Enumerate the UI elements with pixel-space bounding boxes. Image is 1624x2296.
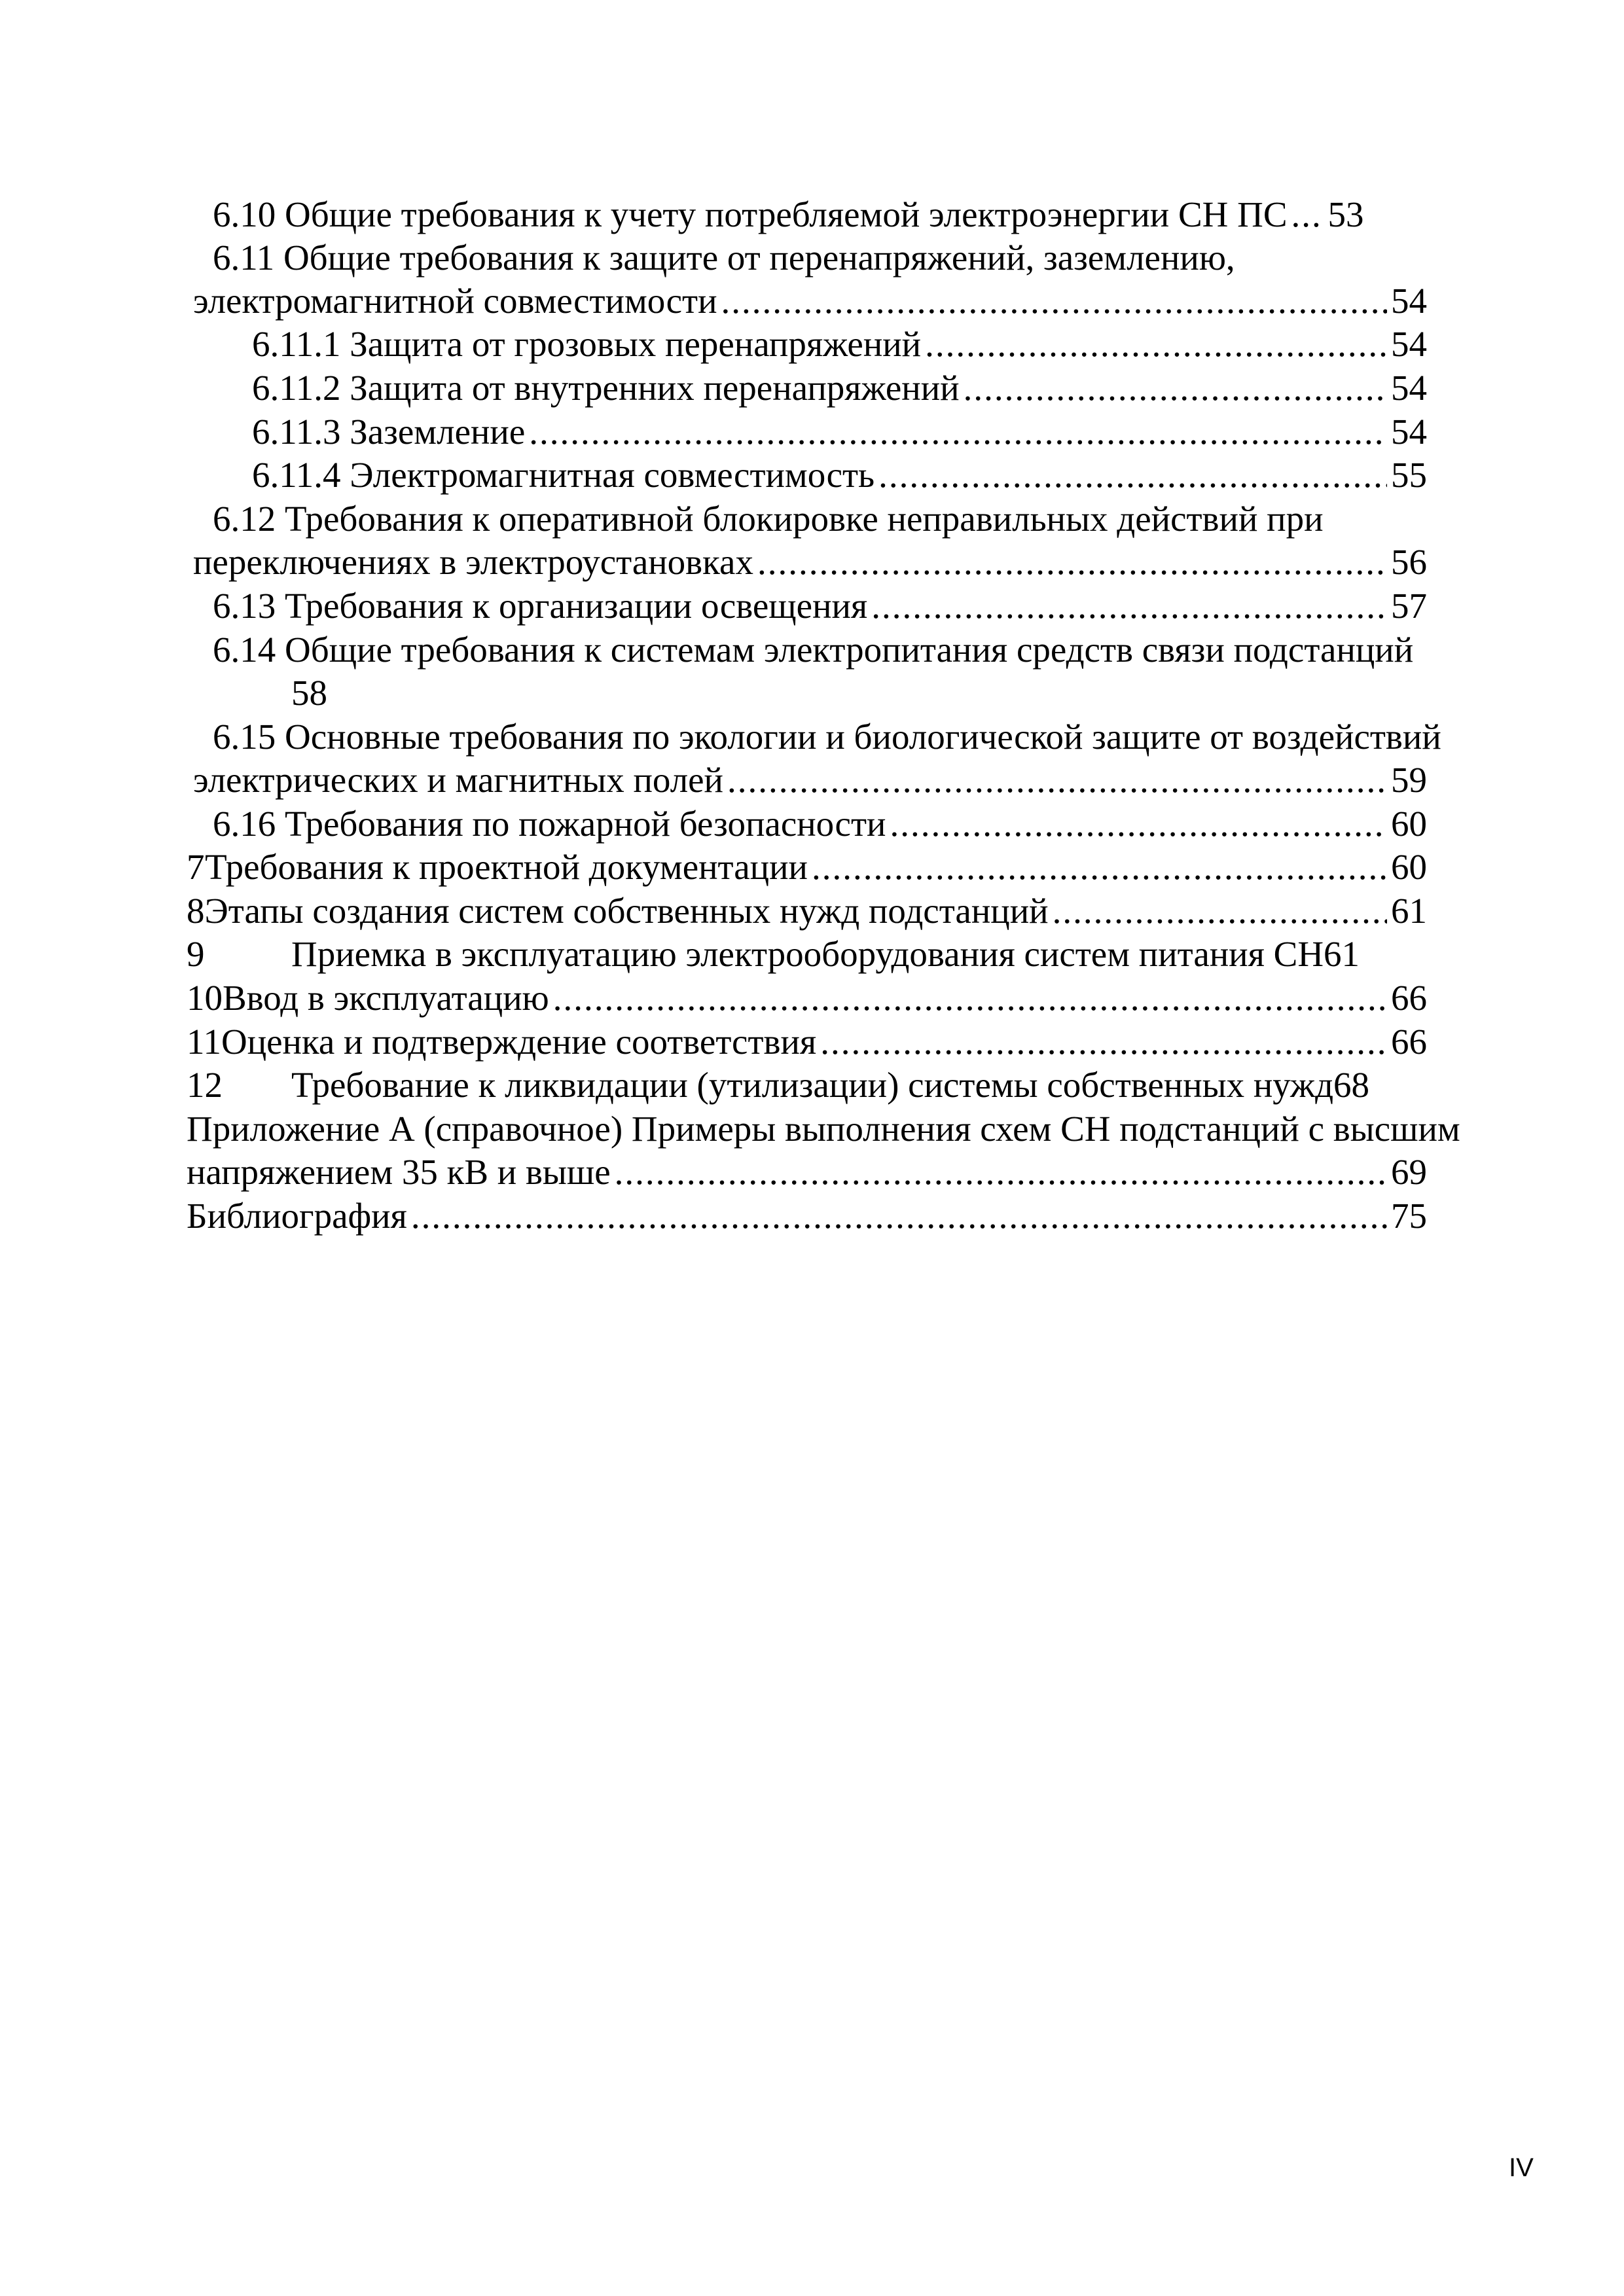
toc-page-number: 53	[1327, 194, 1364, 234]
toc-entry-6-15[interactable]	[213, 715, 1441, 759]
toc-entry-title: 6.15 Основные требования по экологии и биологической защите от воздействий	[213, 717, 1441, 757]
toc-page-number: 55	[1391, 455, 1427, 495]
toc-leader-dots	[925, 323, 1387, 366]
toc-entry-title: Библиография	[187, 1196, 407, 1236]
toc-page-number: 69	[1391, 1152, 1427, 1192]
toc-entry-bibliography[interactable]	[187, 1194, 1427, 1238]
toc-entry-title: 6.10 Общие требования к учету потребляемой электроэнергии СН ПС	[213, 194, 1288, 234]
toc-section-number: 8	[187, 891, 205, 931]
toc-entry-6-10[interactable]	[213, 193, 1427, 236]
toc-page-number: 54	[1391, 281, 1427, 321]
toc-entry-9[interactable]	[187, 933, 1360, 976]
toc-page-number: 75	[1391, 1196, 1427, 1236]
toc-section-number: 7	[187, 847, 205, 887]
toc-page-number: 54	[1391, 412, 1427, 452]
toc-leader-dots	[964, 367, 1387, 410]
toc-entry-title: 6.11.1 Защита от грозовых перенапряжений	[252, 324, 922, 364]
toc-section-number: 10	[187, 978, 223, 1018]
toc-entry-6-12-cont[interactable]	[193, 541, 1427, 584]
toc-entry-12[interactable]	[187, 1064, 1369, 1107]
toc-entry-title: Требования к проектной документации	[205, 847, 808, 887]
toc-entry-6-12[interactable]	[213, 497, 1324, 541]
toc-leader-dots	[1053, 889, 1387, 933]
toc-entry-title: 6.11.2 Защита от внутренних перенапряжений	[252, 368, 960, 408]
toc-entry-11[interactable]	[187, 1020, 1427, 1064]
toc-page-number: 54	[1391, 368, 1427, 408]
toc-entry-7[interactable]	[187, 846, 1427, 889]
toc-leader-dots	[411, 1194, 1387, 1238]
toc-page-number: 60	[1391, 804, 1427, 844]
toc-entry-6-16[interactable]	[213, 802, 1427, 846]
toc-entry-title: Приемка в эксплуатацию электрооборудования систем питания СН61	[291, 934, 1360, 974]
toc-entry-6-11-1[interactable]	[252, 323, 1427, 366]
toc-page-number: 61	[1391, 891, 1427, 931]
toc-entry-title: Оценка и подтверждение соответствия	[221, 1022, 817, 1062]
toc-entry-6-11-2[interactable]	[252, 367, 1427, 410]
toc-entry-title: 6.14 Общие требования к системам электропитания средств связи подстанций	[213, 630, 1414, 670]
toc-leader-dots	[529, 410, 1387, 454]
toc-entry-title: 6.16 Требования по пожарной безопасности	[213, 804, 886, 844]
toc-entry-6-11[interactable]	[213, 236, 1235, 279]
toc-entry-8[interactable]	[187, 889, 1427, 933]
toc-entry-title: Приложение А (справочное) Примеры выполнения схем СН подстанций с высшим	[187, 1109, 1460, 1149]
toc-entry-title: 6.11.4 Электромагнитная совместимость	[252, 455, 875, 495]
toc-entry-6-13[interactable]	[213, 584, 1427, 628]
toc-leader-dots	[871, 584, 1387, 628]
toc-page-number: 56	[1391, 542, 1427, 582]
toc-entry-6-11-3[interactable]	[252, 410, 1427, 454]
toc-entry-title: 6.11 Общие требования к защите от перенапряжений, заземлению,	[213, 238, 1235, 278]
toc-entry-6-15-cont[interactable]	[193, 759, 1427, 802]
toc-leader-dots	[727, 759, 1387, 802]
toc-leader-dots	[615, 1151, 1387, 1194]
toc-section-number: 12	[187, 1065, 223, 1105]
toc-leader-dots	[757, 541, 1387, 584]
toc-entry-appendix-a[interactable]	[187, 1107, 1460, 1151]
toc-section-number: 11	[187, 1022, 221, 1062]
toc-entry-title: Требование к ликвидации (утилизации) системы собственных нужд68	[291, 1065, 1370, 1105]
toc-page-number: 66	[1391, 978, 1427, 1018]
toc-leader-dots	[812, 846, 1387, 889]
toc-page-number: 66	[1391, 1022, 1427, 1062]
toc-leader-dots	[553, 977, 1387, 1020]
toc-page-number: 58	[291, 673, 327, 713]
toc-entry-title: Этапы создания систем собственных нужд подстанций	[204, 891, 1049, 931]
toc-leader-dots	[820, 1020, 1387, 1064]
toc-entry-title: переключениях в электроустановках	[193, 542, 753, 582]
toc-page-number: 60	[1391, 847, 1427, 887]
toc-entry-6-14-page[interactable]	[291, 672, 327, 715]
toc-leader-dots	[890, 802, 1387, 846]
toc-entry-title: электромагнитной совместимости	[193, 281, 717, 321]
toc-entry-title: 6.13 Требования к организации освещения	[213, 586, 868, 626]
toc-entry-10[interactable]	[187, 977, 1427, 1020]
toc-entry-title: 6.12 Требования к оперативной блокировке неправильных действий при	[213, 499, 1324, 539]
toc-entry-title: 6.11.3 Заземление	[252, 412, 526, 452]
toc-section-number: 9	[187, 934, 205, 974]
toc-entry-title: электрических и магнитных полей	[193, 760, 723, 800]
toc-entry-6-11-cont[interactable]	[193, 279, 1427, 323]
toc-entry-title: напряжением 35 кВ и выше	[187, 1152, 611, 1192]
toc-entry-6-14[interactable]	[213, 628, 1413, 672]
toc-entry-title: Ввод в эксплуатацию	[223, 978, 549, 1018]
toc-entry-6-11-4[interactable]	[252, 454, 1427, 497]
toc-entry-appendix-a-cont[interactable]	[187, 1151, 1427, 1194]
toc-leader-dots	[721, 279, 1387, 323]
page-number: IV	[1509, 2153, 1534, 2182]
toc-leader-dots	[1291, 193, 1324, 236]
toc-page-number: 59	[1391, 760, 1427, 800]
toc-leader-dots	[878, 454, 1387, 497]
toc-page-number: 54	[1391, 324, 1427, 364]
toc-page-number: 57	[1391, 586, 1427, 626]
